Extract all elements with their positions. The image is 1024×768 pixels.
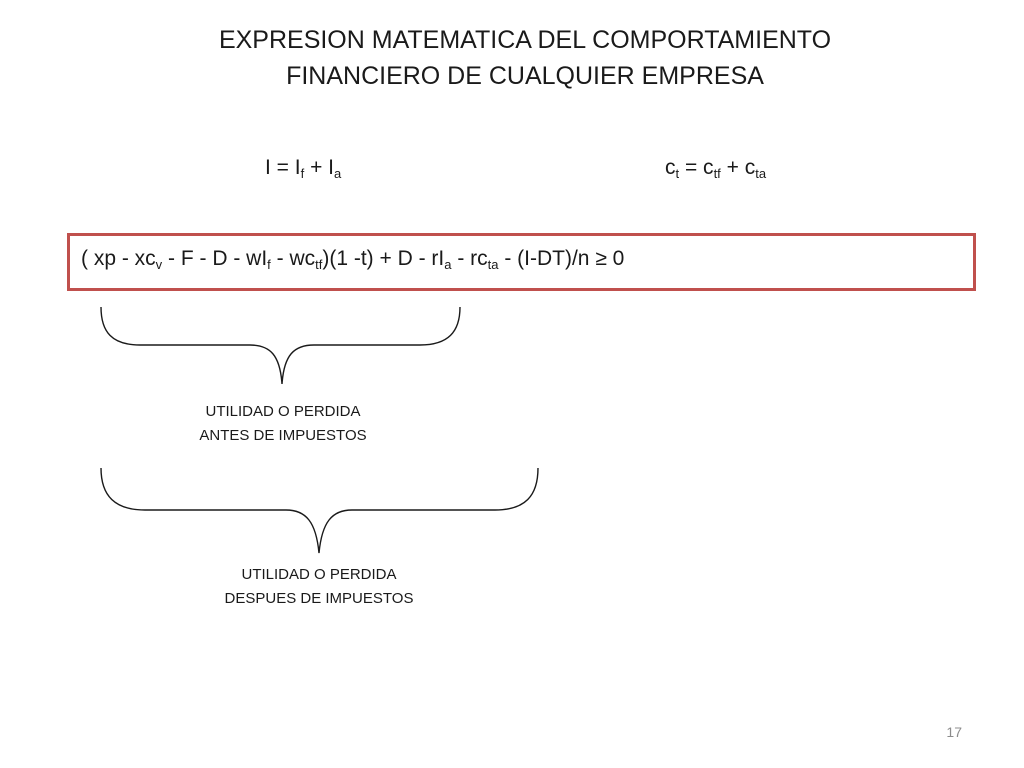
investment-eq-part: + I — [304, 156, 335, 179]
after-tax-label — [204, 563, 434, 611]
after-tax-label-line-2: DESPUES DE IMPUESTOS — [224, 590, 414, 607]
formula-subscript: ta — [487, 257, 499, 272]
formula-subscript: v — [155, 257, 163, 272]
after-tax-label-line-1: UTILIDAD O PERDIDA — [241, 566, 397, 583]
before-tax-label-line-2: ANTES DE IMPUESTOS — [199, 427, 367, 444]
formula-part: - F - D - wI — [162, 247, 268, 270]
slide-title-line-1: EXPRESION MATEMATICA DEL COMPORTAMIENTO — [218, 26, 832, 54]
slide-number: 17 — [946, 724, 962, 740]
cost-eq-subscript: tf — [713, 166, 721, 181]
formula-part: - (I-DT)/n ≥ 0 — [498, 247, 625, 270]
formula-subscript: tf — [315, 257, 323, 272]
formula-part: - wc — [270, 247, 316, 270]
after-tax-brace — [101, 468, 538, 553]
before-tax-brace — [101, 307, 460, 384]
investment-eq-subscript: a — [334, 166, 342, 181]
formula-part: - rc — [451, 247, 488, 270]
formula-subscript: a — [444, 257, 452, 272]
cost-eq-subscript: t — [675, 166, 680, 181]
slide-title-line-2: FINANCIERO DE CUALQUIER EMPRESA — [286, 62, 764, 90]
cost-eq-part: = c — [679, 156, 714, 179]
formula-part: ( xp - xc — [81, 247, 156, 270]
cost-eq-subscript: ta — [755, 166, 767, 181]
before-tax-label-line-1: UTILIDAD O PERDIDA — [205, 403, 361, 420]
investment-eq-part: I = I — [265, 156, 301, 179]
before-tax-label — [168, 400, 398, 448]
investment-eq-subscript: f — [300, 166, 305, 181]
formula-part: )(1 -t) + D - rI — [322, 247, 445, 270]
cost-eq-part: + c — [720, 156, 756, 179]
formula-subscript: f — [267, 257, 271, 272]
cost-eq-part: c — [665, 156, 676, 179]
